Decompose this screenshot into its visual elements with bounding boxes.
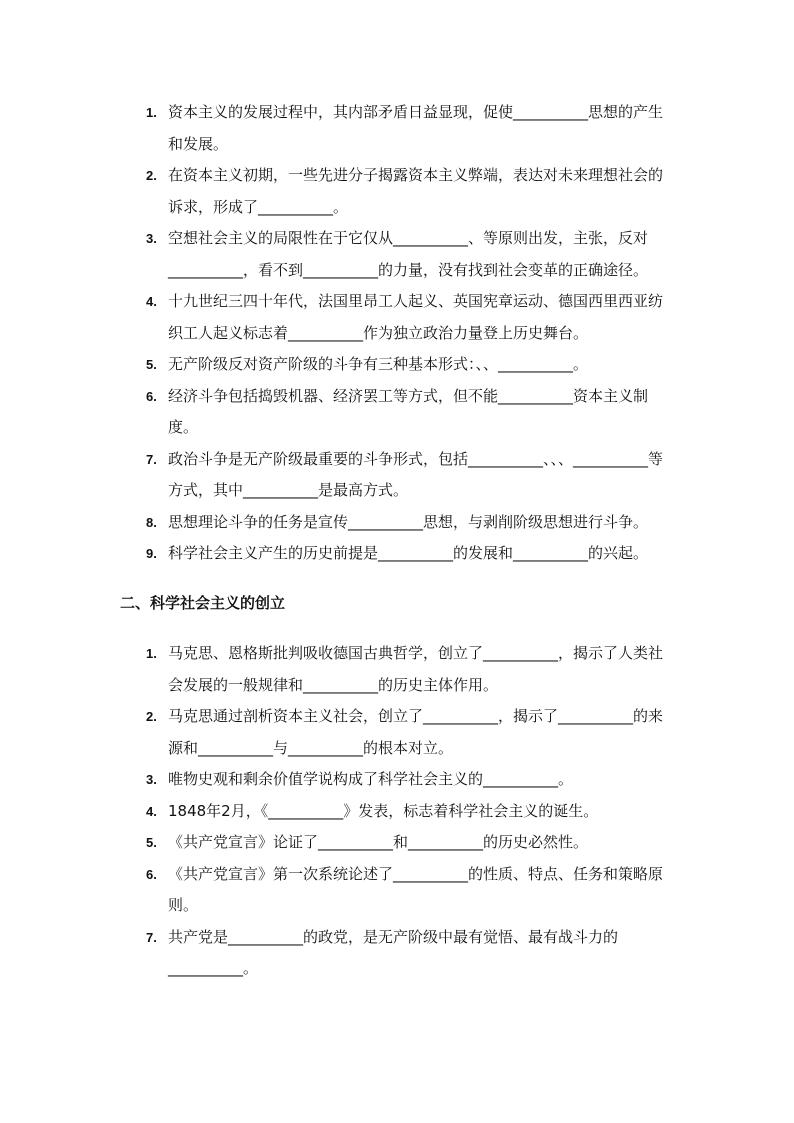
- question-text: 马克思通过剖析资本主义社会，创立了__________，揭示了__________的来源和__________与__________的根本对立。: [168, 707, 664, 757]
- question-item: [146, 827, 676, 859]
- question-item: [146, 160, 676, 223]
- question-text: 无产阶级反对资产阶级的斗争有三种基本形式：、、__________。: [168, 355, 589, 373]
- section1-question-list: [0, 97, 676, 570]
- question-item: [146, 97, 676, 160]
- question-text: 经济斗争包括捣毁机器、经济罢工等方式，但不能__________资本主义制度。: [168, 386, 649, 436]
- question-item: [146, 796, 676, 828]
- question-item: [146, 286, 676, 349]
- question-text: 政治斗争是无产阶级最重要的斗争形式，包括__________、、、__________等方式，其中__________是最高方式。: [168, 449, 664, 499]
- question-number: 5.: [146, 835, 157, 850]
- question-item: [146, 349, 676, 381]
- question-number: 2.: [146, 709, 157, 724]
- question-number: 6.: [146, 866, 157, 882]
- question-item: [146, 223, 676, 286]
- question-text: 十九世纪三四十年代，法国里昂工人起义、英国宪章运动、德国西里西亚纺织工人起义标志着__________作为独立政治力量登上历史舞台。: [168, 292, 664, 342]
- question-item: [146, 701, 676, 764]
- question-text: 在资本主义初期，一些先进分子揭露资本主义弊端，表达对未来理想社会的诉求，形成了__________。: [168, 166, 664, 216]
- question-number: 9.: [146, 546, 157, 561]
- question-number: 5.: [146, 357, 157, 372]
- section-heading: 二、科学社会主义的创立: [120, 594, 286, 612]
- question-number: 1.: [146, 646, 157, 661]
- question-number: 3.: [146, 231, 157, 246]
- question-item: [146, 859, 676, 922]
- question-item: [146, 507, 676, 539]
- section2-question-list: [0, 638, 676, 985]
- question-text: 空想社会主义的局限性在于它仅从__________、等原则出发，主张，反对__________，看不到__________的力量，没有找到社会变革的正确途径。: [168, 229, 649, 279]
- question-text: 思想理论斗争的任务是宣传__________思想，与剥削阶级思想进行斗争。: [168, 512, 649, 531]
- question-text: 唯物史观和剩余价值学说构成了科学社会主义的__________。: [168, 770, 574, 788]
- question-text: 《共产党宣言》论证了__________和__________的历史必然性。: [168, 833, 589, 851]
- question-item: [146, 444, 676, 507]
- question-number: 6.: [146, 388, 157, 404]
- question-text: 资本主义的发展过程中，其内部矛盾日益显现，促使__________思想的产生和发展。: [168, 103, 664, 153]
- question-number: 8.: [146, 514, 157, 530]
- question-item: [146, 638, 676, 701]
- question-text: 科学社会主义产生的历史前提是__________的发展和__________的兴起。: [168, 544, 649, 562]
- question-number: 2.: [146, 168, 157, 183]
- question-text: 《共产党宣言》第一次系统论述了__________的性质、特点、任务和策略原则。: [168, 864, 664, 914]
- question-item: [146, 922, 676, 985]
- question-number: 3.: [146, 772, 157, 787]
- question-number: 7.: [146, 451, 157, 467]
- question-text: 马克思、恩格斯批判吸收德国古典哲学，创立了__________，揭示了人类社会发展的一般规律和__________的历史主体作用。: [168, 644, 664, 694]
- question-item: [146, 764, 676, 796]
- question-number: 4.: [146, 294, 157, 309]
- question-number: 4.: [146, 803, 157, 819]
- question-text: 1848年2月，《__________》发表，标志着科学社会主义的诞生。: [168, 801, 599, 820]
- question-item: [146, 538, 676, 570]
- question-number: 7.: [146, 929, 157, 945]
- question-number: 1.: [146, 105, 157, 120]
- question-text: 共产党是__________的政党，是无产阶级中最有觉悟、最有战斗力的__________。: [168, 927, 619, 977]
- question-item: [146, 381, 676, 444]
